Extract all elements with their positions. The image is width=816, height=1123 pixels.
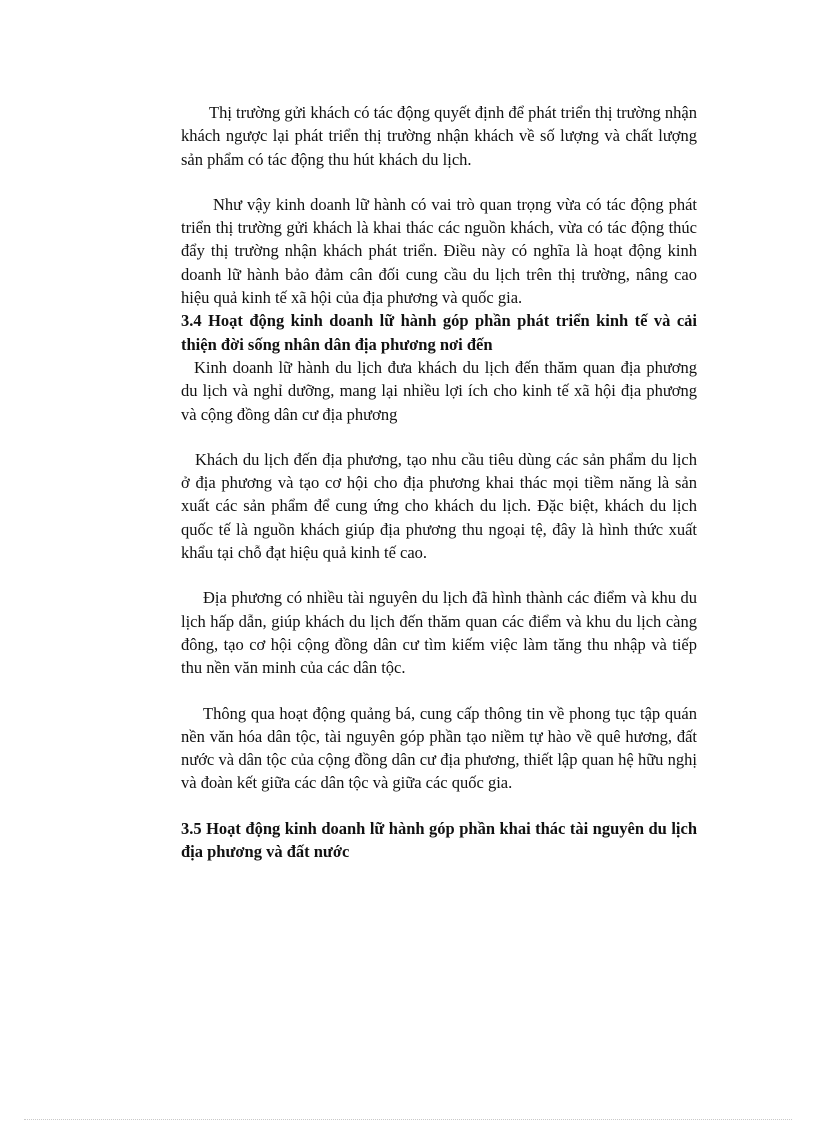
paragraph-3-4-promotion: Thông qua hoạt động quảng bá, cung cấp thông tin về phong tục tập quán nền văn hóa dân tộc, tài nguyên góp phần tạo niềm tự hào về quê hương, đất nước và dân tộc của cộng đồng dân cư địa phương, thiết lập quan hệ hữu nghị và đoàn kết giữa các dân tộc và giữa các quốc gia. xyxy=(181,703,697,793)
section-heading-3-5: 3.5 Hoạt động kinh doanh lữ hành góp phần khai thác tài nguyên du lịch địa phương và đất nước xyxy=(181,818,697,862)
document-body xyxy=(181,101,697,863)
paragraph-3-4-tourist-demand: Khách du lịch đến địa phương, tạo nhu cầu tiêu dùng các sản phẩm du lịch ở địa phương và tạo cơ hội cho địa phương khai thác mọi tiềm năng là sản xuất các sản phẩm để cung ứng cho khách du lịch. Đặc biệt, khách du lịch quốc tế là nguồn khách giúp địa phương thu ngoại tệ, đây là hình thức xuất khẩu tại chỗ đạt hiệu quả kinh tế cao. xyxy=(181,449,697,563)
paragraph-3-4-tourism-resources: Địa phương có nhiều tài nguyên du lịch đã hình thành các điểm và khu du lịch hấp dẫn, giúp khách du lịch đến thăm quan các điểm và khu du lịch càng đông, tạo cơ hội cộng đồng dân cư tìm kiếm việc làm tăng thu nhập và tiếp thu nền văn minh của các dân tộc. xyxy=(181,588,697,678)
section-heading-3-4: 3.4 Hoạt động kinh doanh lữ hành góp phần phát triển kinh tế và cải thiện đời sống nhân dân địa phương nơi đến xyxy=(181,311,697,354)
paragraph-travel-business-role: Như vậy kinh doanh lữ hành có vai trò quan trọng vừa có tác động phát triển thị trường gửi khách là khai thác các nguồn khách, vừa có tác động thúc đẩy thị trường nhận khách phát triển. Điều này có nghĩa là hoạt động kinh doanh lữ hành bảo đảm cân đối cung cầu du lịch trên thị trường, nâng cao hiệu quả kinh tế xã hội của địa phương và quốc gia. xyxy=(181,194,697,308)
paragraph-3-4-intro: Kinh doanh lữ hành du lịch đưa khách du lịch đến thăm quan địa phương du lịch và nghỉ dưỡng, mang lại nhiều lợi ích cho kinh tế xã hội địa phương và cộng đồng dân cư địa phương xyxy=(181,357,697,424)
page-bottom-divider xyxy=(24,1119,792,1120)
paragraph-market-sending: Thị trường gửi khách có tác động quyết định để phát triển thị trường nhận khách ngược lại phát triển thị trường nhận khách về số lượng và chất lượng sản phẩm có tác động thu hút khách du lịch. xyxy=(181,103,697,169)
